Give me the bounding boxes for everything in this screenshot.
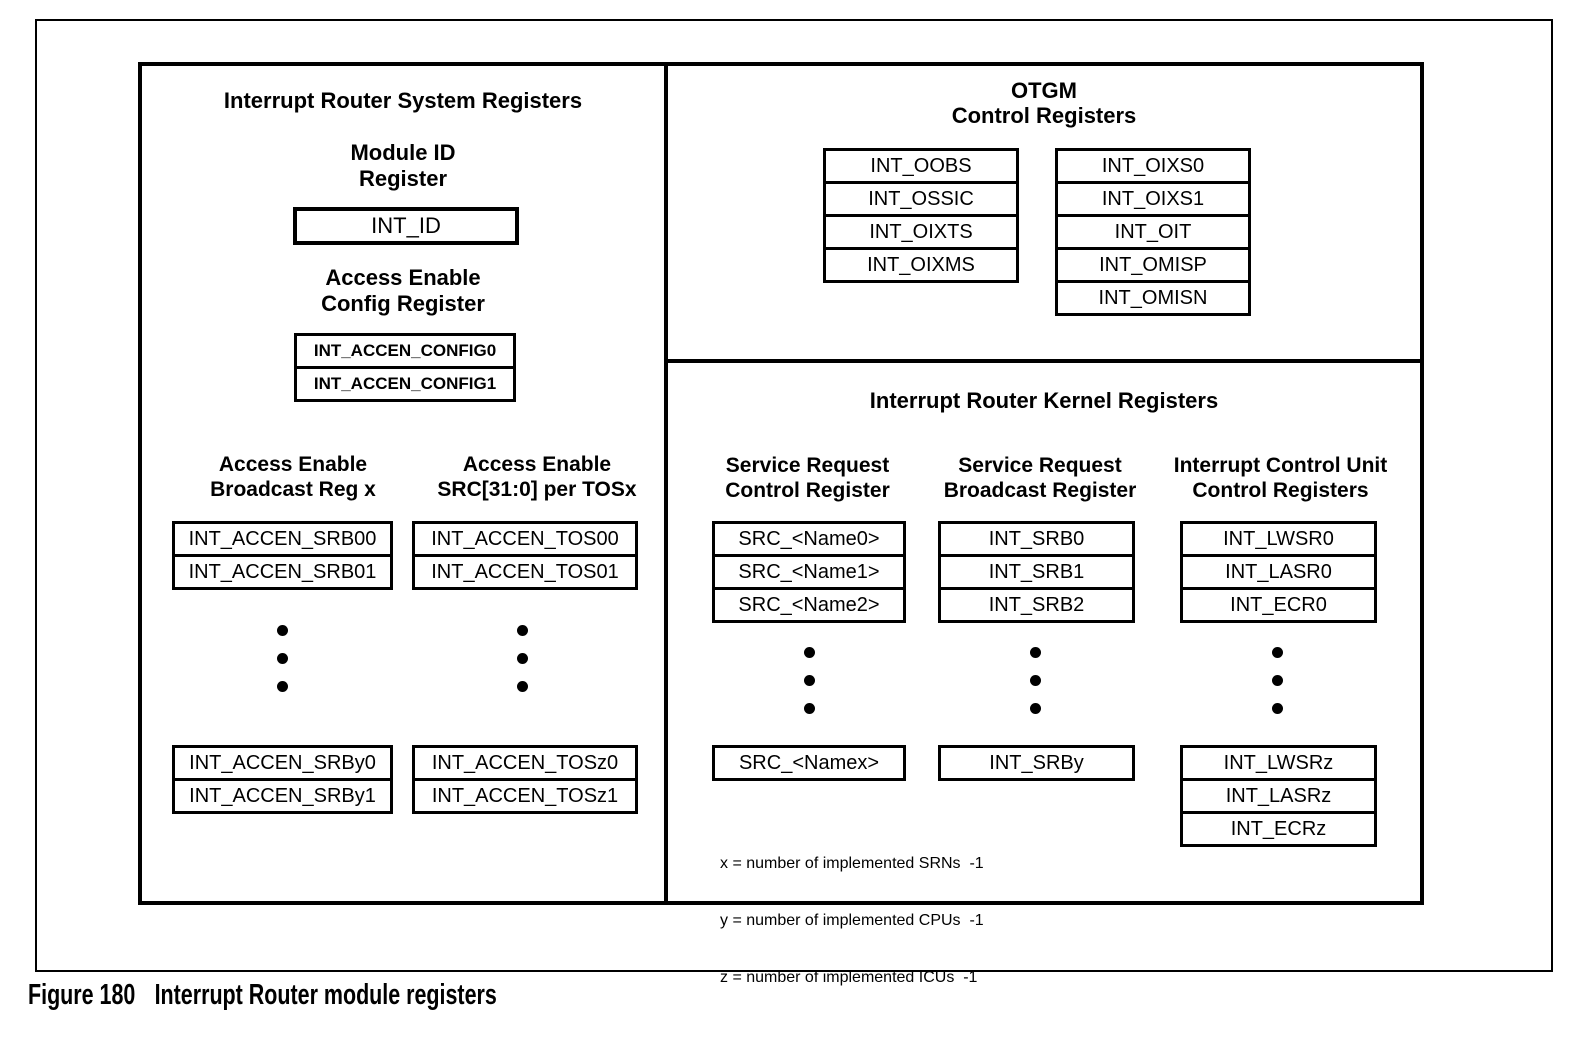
register-box-int-srb1: INT_SRB1 (938, 554, 1135, 590)
icu-bottom-registers (1180, 745, 1377, 847)
accen-tos-bottom-registers (412, 745, 638, 814)
vertical-ellipsis (1272, 647, 1283, 714)
otgm-panel-title: OTGM Control Registers (951, 78, 1137, 128)
otgm-right-registers (1055, 148, 1251, 316)
register-box-int-srby: INT_SRBy (938, 745, 1135, 781)
vertical-ellipsis (277, 625, 288, 692)
register-box-int-oixs1: INT_OIXS1 (1055, 181, 1251, 217)
broadcast-col-heading: Access Enable Broadcast Reg x (210, 453, 376, 501)
register-box-src-name1: SRC_<Name1> (712, 554, 906, 590)
register-box-int-id: INT_ID (293, 207, 519, 245)
register-box-int-ossic: INT_OSSIC (823, 181, 1019, 217)
figure-number: Figure 180 (28, 979, 136, 1011)
register-box-accen-tosz1: INT_ACCEN_TOSz1 (412, 778, 638, 814)
register-box-accen-srby1: INT_ACCEN_SRBy1 (172, 778, 393, 814)
footnote-y: y = number of implemented CPUs -1 (720, 912, 984, 929)
register-box-int-oobs: INT_OOBS (823, 148, 1019, 184)
tos-col-heading: Access Enable SRC[31:0] per TOSx (437, 453, 637, 501)
register-box-accen-tosz0: INT_ACCEN_TOSz0 (412, 745, 638, 781)
register-box-int-lwsrz: INT_LWSRz (1180, 745, 1377, 781)
register-box-int-oixs0: INT_OIXS0 (1055, 148, 1251, 184)
register-box-int-oixts: INT_OIXTS (823, 214, 1019, 250)
accen-srb-bottom-registers (172, 745, 393, 814)
vertical-ellipsis (517, 625, 528, 692)
register-box-int-omisn: INT_OMISN (1055, 280, 1251, 316)
module-id-registers (293, 207, 519, 245)
register-box-src-name2: SRC_<Name2> (712, 587, 906, 623)
icu-col-heading: Interrupt Control Unit Control Registers (1173, 454, 1388, 502)
figure-caption (28, 979, 662, 1012)
register-box-int-lwsr0: INT_LWSR0 (1180, 521, 1377, 557)
footnote-z: z = number of implemented ICUs -1 (720, 969, 978, 986)
register-box-src-name0: SRC_<Name0> (712, 521, 906, 557)
footnotes (720, 816, 984, 1025)
register-box-accen-tos01: INT_ACCEN_TOS01 (412, 554, 638, 590)
register-box-int-srb2: INT_SRB2 (938, 587, 1135, 623)
register-box-int-oit: INT_OIT (1055, 214, 1251, 250)
src-bottom-registers (712, 745, 906, 781)
srb-col-heading: Service Request Broadcast Register (943, 454, 1137, 502)
module-id-heading: Module ID Register (350, 140, 456, 191)
srb-bottom-registers (938, 745, 1135, 781)
register-box-int-ecr0: INT_ECR0 (1180, 587, 1377, 623)
system-panel-title (138, 88, 668, 113)
figure-title: Interrupt Router module registers (154, 979, 497, 1011)
vertical-ellipsis (804, 647, 815, 714)
access-enable-config-registers (294, 333, 516, 402)
register-box-int-lasrz: INT_LASRz (1180, 778, 1377, 814)
register-box-accen-srb01: INT_ACCEN_SRB01 (172, 554, 393, 590)
register-box-int-omisp: INT_OMISP (1055, 247, 1251, 283)
srb-top-registers (938, 521, 1135, 623)
otgm-left-registers (823, 148, 1019, 283)
register-box-int-ecrz: INT_ECRz (1180, 811, 1377, 847)
accen-srb-top-registers (172, 521, 393, 590)
register-box-src-namex: SRC_<Namex> (712, 745, 906, 781)
register-box-int-lasr0: INT_LASR0 (1180, 554, 1377, 590)
register-box-accen-config0: INT_ACCEN_CONFIG0 (294, 333, 516, 369)
footnote-x: x = number of implemented SRNs -1 (720, 855, 984, 872)
accen-tos-top-registers (412, 521, 638, 590)
register-box-accen-srby0: INT_ACCEN_SRBy0 (172, 745, 393, 781)
system-panel-title-text: Interrupt Router System Registers (223, 88, 583, 113)
src-col-heading: Service Request Control Register (725, 454, 890, 502)
register-box-int-oixms: INT_OIXMS (823, 247, 1019, 283)
access-enable-config-heading: Access Enable Config Register (321, 265, 485, 316)
vertical-ellipsis (1030, 647, 1041, 714)
src-top-registers (712, 521, 906, 623)
register-box-int-srb0: INT_SRB0 (938, 521, 1135, 557)
icu-top-registers (1180, 521, 1377, 623)
register-box-accen-srb00: INT_ACCEN_SRB00 (172, 521, 393, 557)
register-box-accen-tos00: INT_ACCEN_TOS00 (412, 521, 638, 557)
kernel-panel-title: Interrupt Router Kernel Registers (869, 388, 1219, 413)
register-box-accen-config1: INT_ACCEN_CONFIG1 (294, 366, 516, 402)
